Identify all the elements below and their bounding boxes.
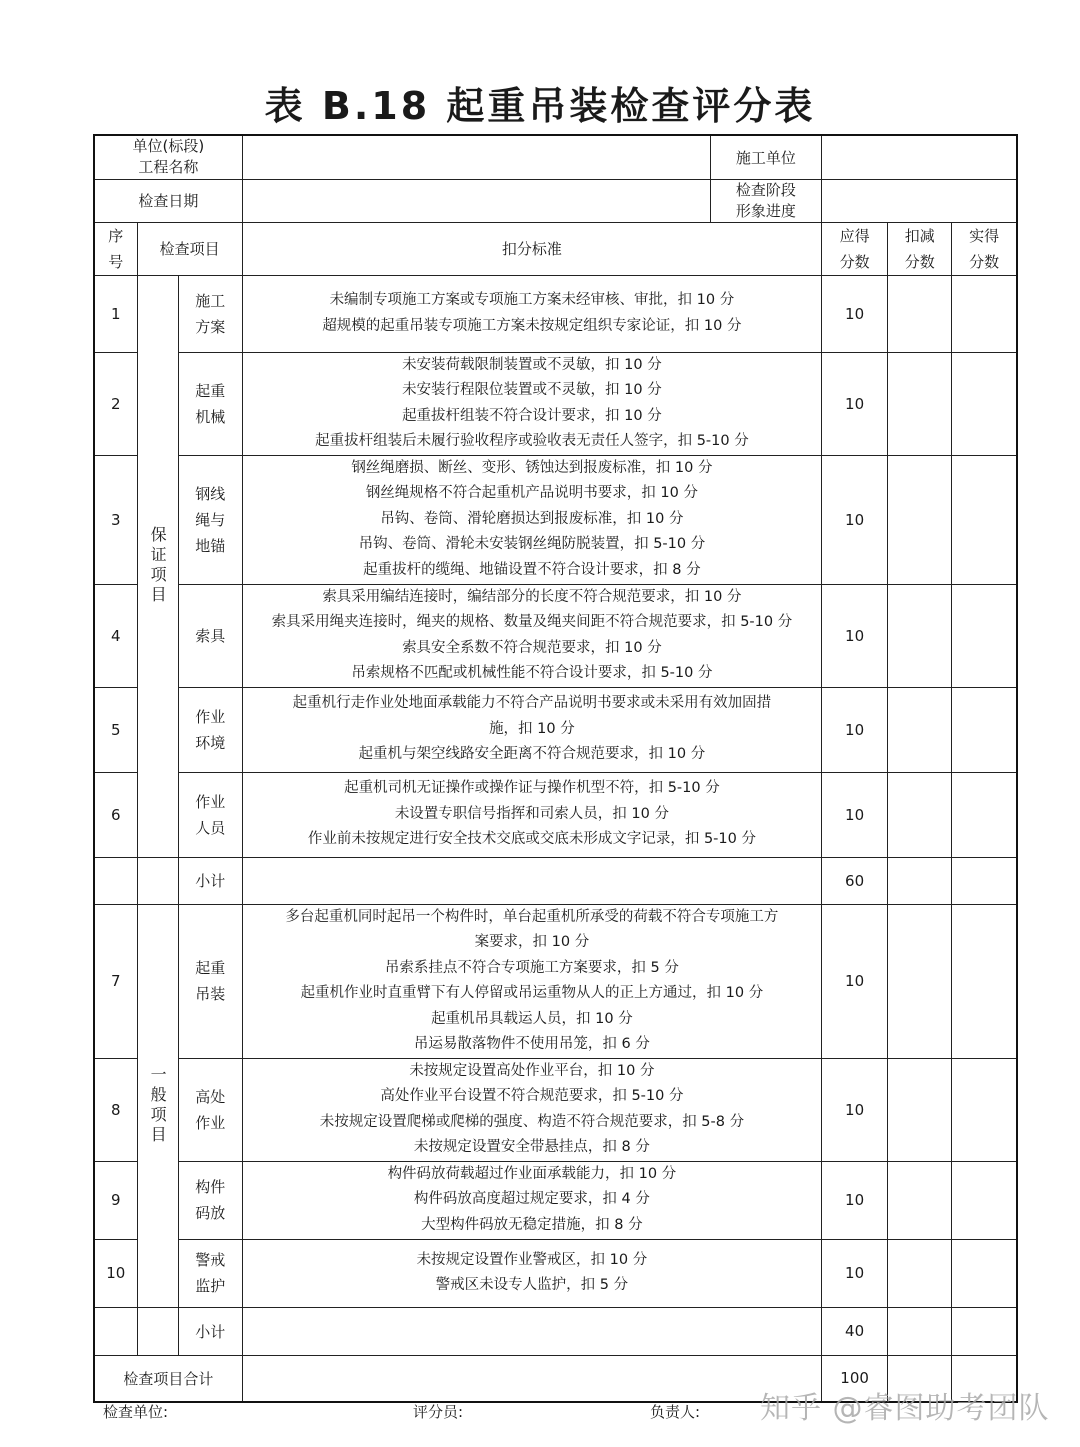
header-row-date <box>94 179 1017 222</box>
row-due-score: 10 <box>822 455 888 584</box>
row-criteria: 未按规定设置高处作业平台，扣 10 分 高处作业平台设置不符合规范要求，扣 5-10 分 未按规定设置爬梯或爬梯的强度、构造不符合规范要求，扣 5-8 分 未按规定设置安全带悬挂点，扣 8 分 <box>242 1058 821 1161</box>
row-item-name: 施工 方案 <box>178 275 242 352</box>
col-item: 检查项目 <box>137 222 242 275</box>
row-deduct-score[interactable] <box>888 772 952 857</box>
contractor-value[interactable] <box>822 135 1017 179</box>
col-actual-score: 实得 分数 <box>952 222 1017 275</box>
col-seq: 序 号 <box>94 222 137 275</box>
subtotal-criteria <box>242 1307 821 1355</box>
row-criteria: 钢丝绳磨损、断丝、变形、锈蚀达到报废标准，扣 10 分 钢丝绳规格不符合起重机产品说明书要求，扣 10 分 吊钩、卷筒、滑轮磨损达到报废标准，扣 10 分 吊钩、卷筒、滑轮未安装钢丝绳防脱装置，扣 5-10 分 起重拔杆的缆绳、地锚设置不符合设计要求，扣 8 分 <box>242 455 821 584</box>
row-criteria: 构件码放荷载超过作业面承载能力，扣 10 分 构件码放高度超过规定要求，扣 4 分 大型构件码放无稳定措施，扣 8 分 <box>242 1161 821 1239</box>
row-item-name: 警戒 监护 <box>178 1239 242 1307</box>
row-criteria: 未安装荷载限制装置或不灵敏，扣 10 分 未安装行程限位装置或不灵敏，扣 10 分 起重拔杆组装不符合设计要求，扣 10 分 起重拔杆组装后未履行验收程序或验收表无责任人签字，扣 5-10 分 <box>242 352 821 455</box>
subtotal-label: 小计 <box>178 857 242 904</box>
table-row <box>94 772 1017 857</box>
col-deduct-score: 扣减 分数 <box>888 222 952 275</box>
col-criteria: 扣分标准 <box>242 222 821 275</box>
row-actual-score[interactable] <box>952 1161 1017 1239</box>
table-row <box>94 1161 1017 1239</box>
date-value[interactable] <box>242 179 710 222</box>
row-deduct-score[interactable] <box>888 904 952 1058</box>
row-deduct-score[interactable] <box>888 687 952 772</box>
row-item-name: 构件 码放 <box>178 1161 242 1239</box>
subtotal-due-score: 60 <box>822 857 888 904</box>
row-seq: 2 <box>94 352 137 455</box>
row-seq: 3 <box>94 455 137 584</box>
subtotal-criteria <box>242 857 821 904</box>
subtotal-actual-score[interactable] <box>952 1307 1017 1355</box>
table-row <box>94 275 1017 352</box>
unit-value[interactable] <box>242 135 710 179</box>
row-deduct-score[interactable] <box>888 455 952 584</box>
table-row <box>94 1239 1017 1307</box>
row-seq: 10 <box>94 1239 137 1307</box>
row-deduct-score[interactable] <box>888 1058 952 1161</box>
row-seq: 4 <box>94 584 137 687</box>
row-actual-score[interactable] <box>952 1239 1017 1307</box>
row-item-name: 钢线 绳与 地锚 <box>178 455 242 584</box>
row-actual-score[interactable] <box>952 687 1017 772</box>
row-criteria: 索具采用编结连接时，编结部分的长度不符合规范要求，扣 10 分 索具采用绳夹连接时，绳夹的规格、数量及绳夹间距不符合规范要求，扣 5-10 分 索具安全系数不符合规范要求，扣 10 分 吊索规格不匹配或机械性能不符合设计要求，扣 5-10 分 <box>242 584 821 687</box>
row-criteria: 多台起重机同时起吊一个构件时，单台起重机所承受的荷载不符合专项施工方 案要求，扣 10 分 吊索系挂点不符合专项施工方案要求，扣 5 分 起重机作业时直重臂下有人停留或吊运重物从人的正上方通过，扣 10 分 起重机吊具载运人员，扣 10 分 吊运易散落物件不使用吊笼，扣 6 分 <box>242 904 821 1058</box>
row-due-score: 10 <box>822 1239 888 1307</box>
row-due-score: 10 <box>822 904 888 1058</box>
row-criteria: 未编制专项施工方案或专项施工方案未经审核、审批，扣 10 分 超规模的起重吊装专项施工方案未按规定组织专家论证，扣 10 分 <box>242 275 821 352</box>
responsible-label: 负责人: <box>650 1403 701 1421</box>
table-row <box>94 584 1017 687</box>
column-header-row <box>94 222 1017 275</box>
row-seq: 5 <box>94 687 137 772</box>
row-criteria: 起重机行走作业处地面承载能力不符合产品说明书要求或未采用有效加固措 施，扣 10 分 起重机与架空线路安全距离不符合规范要求，扣 10 分 <box>242 687 821 772</box>
subtotal-deduct-score[interactable] <box>888 1307 952 1355</box>
row-item-name: 作业 人员 <box>178 772 242 857</box>
row-actual-score[interactable] <box>952 904 1017 1058</box>
page-title: 表 B.18 起重吊装检查评分表 <box>264 84 816 128</box>
subtotal-row-general <box>94 1307 1017 1355</box>
row-item-name: 作业 环境 <box>178 687 242 772</box>
row-actual-score[interactable] <box>952 275 1017 352</box>
row-deduct-score[interactable] <box>888 1239 952 1307</box>
row-actual-score[interactable] <box>952 1058 1017 1161</box>
row-deduct-score[interactable] <box>888 1161 952 1239</box>
row-criteria: 未按规定设置作业警戒区，扣 10 分 警戒区未设专人监护，扣 5 分 <box>242 1239 821 1307</box>
row-actual-score[interactable] <box>952 455 1017 584</box>
table-row <box>94 455 1017 584</box>
row-actual-score[interactable] <box>952 772 1017 857</box>
row-due-score: 10 <box>822 275 888 352</box>
table-row <box>94 352 1017 455</box>
table-row <box>94 904 1017 1058</box>
row-deduct-score[interactable] <box>888 584 952 687</box>
stage-value[interactable] <box>822 179 1017 222</box>
header-row-unit <box>94 135 1017 179</box>
subtotal-seq <box>94 857 137 904</box>
inspect-unit-label: 检查单位: <box>103 1403 169 1421</box>
row-item-name: 起重 机械 <box>178 352 242 455</box>
subtotal-deduct-score[interactable] <box>888 857 952 904</box>
row-actual-score[interactable] <box>952 352 1017 455</box>
row-deduct-score[interactable] <box>888 352 952 455</box>
subtotal-label: 小计 <box>178 1307 242 1355</box>
scorer-label: 评分员: <box>413 1403 464 1421</box>
total-criteria <box>242 1355 821 1402</box>
row-seq: 1 <box>94 275 137 352</box>
date-label: 检查日期 <box>94 179 242 222</box>
table-row <box>94 687 1017 772</box>
row-seq: 9 <box>94 1161 137 1239</box>
table-row <box>94 1058 1017 1161</box>
row-due-score: 10 <box>822 687 888 772</box>
row-due-score: 10 <box>822 584 888 687</box>
stage-label: 检查阶段 形象进度 <box>710 179 821 222</box>
row-due-score: 10 <box>822 1058 888 1161</box>
total-due-score: 100 <box>822 1355 888 1402</box>
subtotal-row-guarantee <box>94 857 1017 904</box>
row-item-name: 索具 <box>178 584 242 687</box>
row-item-name: 高处 作业 <box>178 1058 242 1161</box>
row-item-name: 起重 吊装 <box>178 904 242 1058</box>
subtotal-category <box>137 1307 178 1355</box>
subtotal-seq <box>94 1307 137 1355</box>
watermark: 知乎 @睿图助考团队 <box>760 1391 1050 1426</box>
row-due-score: 10 <box>822 352 888 455</box>
row-actual-score[interactable] <box>952 584 1017 687</box>
subtotal-due-score: 40 <box>822 1307 888 1355</box>
unit-label: 单位(标段) 工程名称 <box>94 135 242 179</box>
score-table <box>93 134 1018 1403</box>
row-seq: 8 <box>94 1058 137 1161</box>
row-due-score: 10 <box>822 772 888 857</box>
row-deduct-score[interactable] <box>888 275 952 352</box>
row-seq: 7 <box>94 904 137 1058</box>
row-criteria: 起重机司机无证操作或操作证与操作机型不符，扣 5-10 分 未设置专职信号指挥和司索人员，扣 10 分 作业前未按规定进行安全技术交底或交底未形成文字记录，扣 5-10 分 <box>242 772 821 857</box>
col-due-score: 应得 分数 <box>822 222 888 275</box>
category-general: 一般项目 <box>137 904 178 1307</box>
category-guarantee: 保证项目 <box>137 275 178 857</box>
row-seq: 6 <box>94 772 137 857</box>
total-label: 检查项目合计 <box>94 1355 242 1402</box>
subtotal-category <box>137 857 178 904</box>
row-due-score: 10 <box>822 1161 888 1239</box>
contractor-label: 施工单位 <box>710 135 821 179</box>
subtotal-actual-score[interactable] <box>952 857 1017 904</box>
